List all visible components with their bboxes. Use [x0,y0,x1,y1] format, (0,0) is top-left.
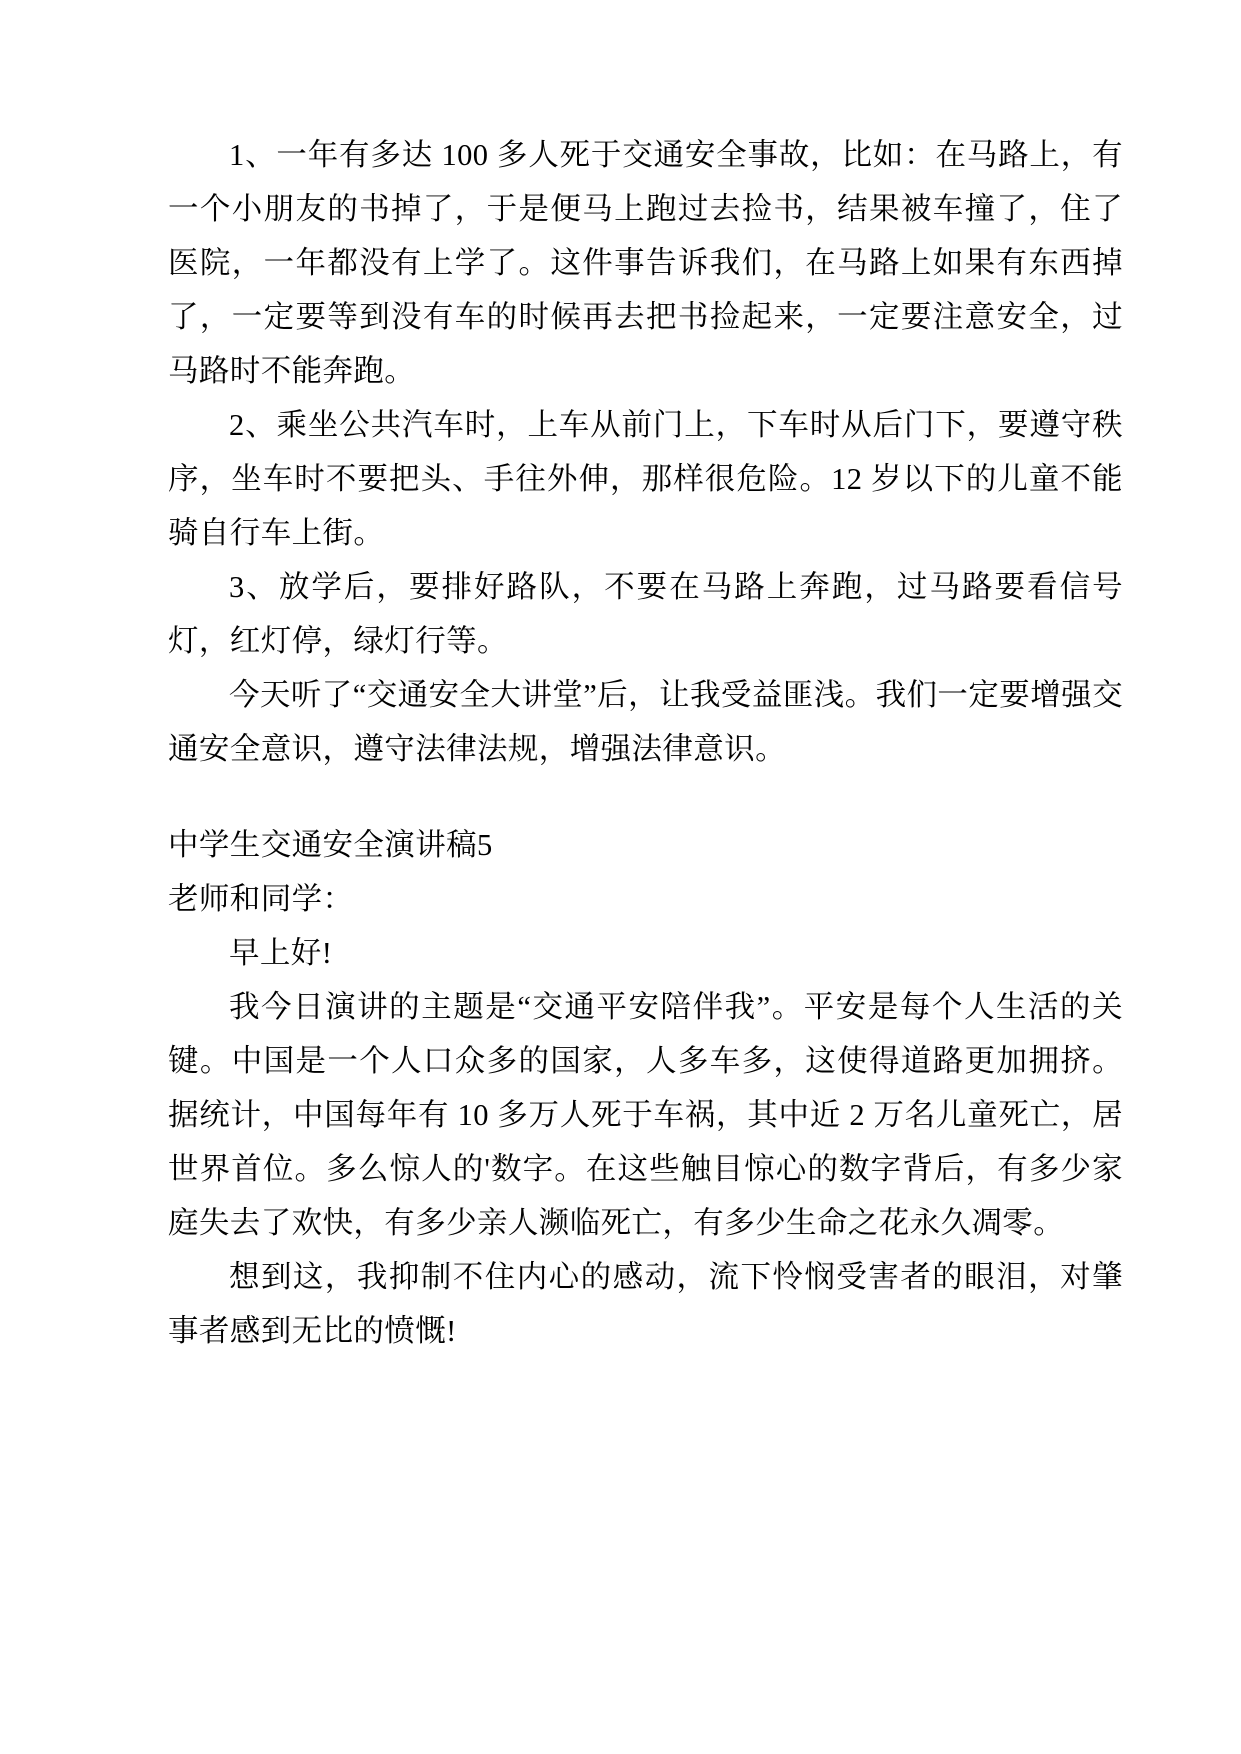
paragraph-closing: 今天听了“交通安全大讲堂”后，让我受益匪浅。我们一定要增强交通安全意识，遵守法律法规，增强法律意识。 [168,678,1123,766]
paragraph-item-2: 2、乘坐公共汽车时，上车从前门上，下车时从后门下，要遵守秩序，坐车时不要把头、手往外伸，那样很危险。12 岁以下的儿童不能骑自行车上街。 [168,408,1123,550]
greeting: 早上好! [229,936,333,970]
paragraph-speech-opening: 我今日演讲的主题是“交通平安陪伴我”。平安是每个人生活的关键。中国是一个人口众多的国家，人多车多，这使得道路更加拥挤。据统计，中国每年有 10 多万人死于车祸，其中近 2 万名儿童死亡，居世界首位。多么惊人的'数字。在这些触目惊心的数字背后，有多少家庭失去了欢快，有多少亲人濒临死亡，有多少生命之花永久凋零。 [168,990,1123,1240]
document-body [168,128,1123,1358]
section-title: 中学生交通安全演讲稿5 [168,828,493,862]
section-spacer [168,776,1123,818]
paragraph-item-3: 3、放学后，要排好路队，不要在马路上奔跑，过马路要看信号灯，红灯停，绿灯行等。 [168,570,1123,658]
paragraph-item-1: 1、一年有多达 100 多人死于交通安全事故，比如：在马路上，有一个小朋友的书掉了，于是便马上跑过去捡书，结果被车撞了，住了医院，一年都没有上学了。这件事告诉我们，在马路上如果有东西掉了，一定要等到没有车的时候再去把书捡起来，一定要注意安全，过马路时不能奔跑。 [168,138,1123,388]
paragraph-speech-feeling: 想到这，我抑制不住内心的感动，流下怜悯受害者的眼泪，对肇事者感到无比的愤慨! [168,1260,1123,1348]
salutation: 老师和同学： [168,882,354,916]
